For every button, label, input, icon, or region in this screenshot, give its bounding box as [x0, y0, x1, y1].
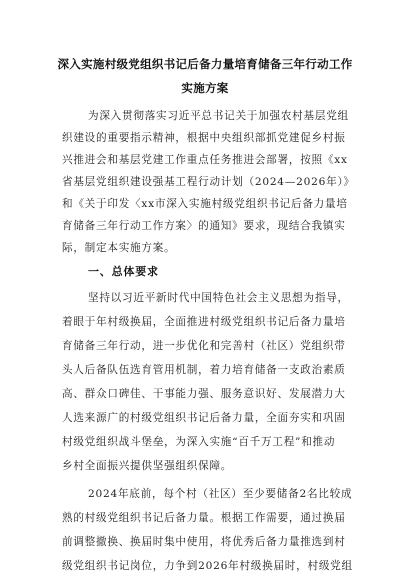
paragraph-3-line: 级党组织书记岗位，力争到2026年村级换届时，村级党组	[62, 560, 353, 572]
paragraph-1-line: 兴推进会和基层党建工作重点任务推进会部署，按照《xx	[62, 154, 348, 166]
paragraph-1-line: 育储备三年行动工作方案〉的通知》要求，现结合我镇实	[62, 220, 346, 232]
paragraph-2-line: 头人后备队伍选育管用机制，着力培育储备一支政治素质	[62, 364, 346, 376]
paragraph-3-line: 熟的村级党组织书记后备力量。根据工作需要，通过换届	[62, 512, 346, 524]
paragraph-1-line: 际，制定本实施方案。	[62, 242, 176, 254]
paragraph-2-line: 育储备三年行动，进一步优化和完善村（社区）党组织带	[62, 340, 346, 352]
paragraph-1-line: 织建设的重要指示精神，根据中央组织部抓党建促乡村振	[62, 132, 346, 144]
paragraph-1-line: 和《关于印发〈xx市深入实施村级党组织书记后备力量培	[62, 198, 348, 210]
document-title-line-2: 实施方案	[181, 81, 229, 95]
paragraph-2-line: 乡村全面振兴提供坚强组织保障。	[62, 460, 233, 472]
paragraph-2-line: 人选来源广的村级党组织书记后备力量，全面夯实和巩固	[62, 412, 346, 424]
section-heading: 一、总体要求	[88, 265, 159, 278]
paragraph-1-line: 为深入贯彻落实习近平总书记关于加强农村基层党组	[88, 110, 349, 122]
paragraph-2-line: 着眼于年村级换届，全面推进村级党组织书记后备力量培	[62, 316, 346, 328]
paragraph-3-line: 2024年底前，每个村（社区）至少要储备2名比较成	[88, 488, 353, 500]
paragraph-2-line: 村级党组织战斗堡垒，为深入实施“百千万工程”和推动	[62, 436, 336, 448]
paragraph-1-line: 省基层党组织建设强基工程行动计划（2024—2026年）》	[62, 176, 355, 188]
paragraph-2-line: 高、群众口碑佳、干事能力强、服务意识好、发展潜力大	[62, 388, 346, 400]
document-title-line-1: 深入实施村级党组织书记后备力量培育储备三年行动工作	[57, 57, 353, 71]
paragraph-3-line: 前调整撤换、换届时集中使用，将优秀后备力量推选到村	[62, 536, 346, 548]
paragraph-2-line: 坚持以习近平新时代中国特色社会主义思想为指导，	[88, 292, 349, 304]
